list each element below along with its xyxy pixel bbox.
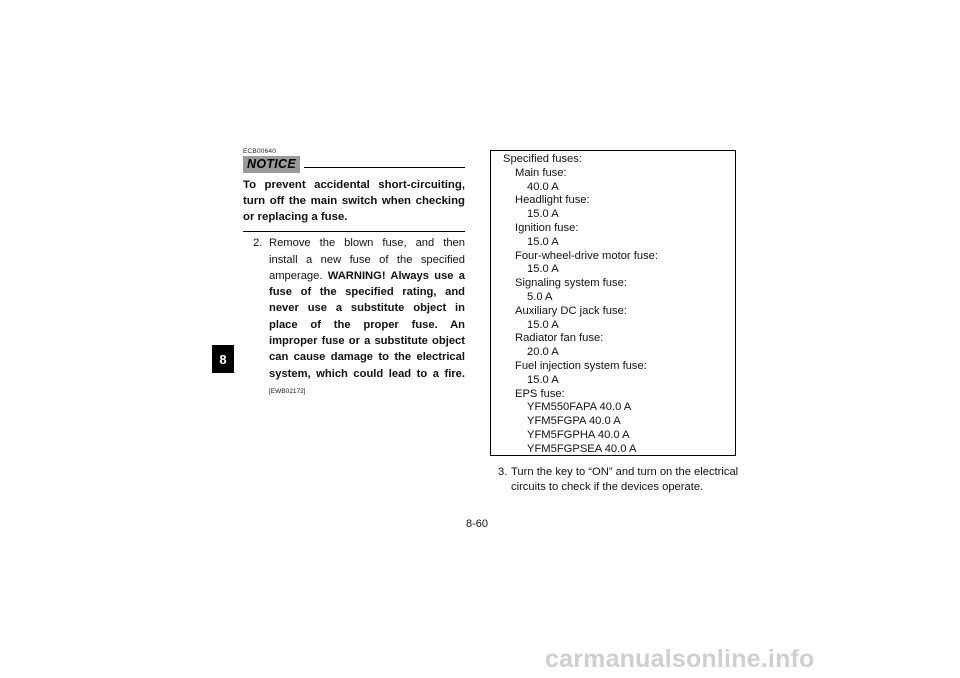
left-column bbox=[243, 148, 465, 400]
fuse-value: 20.0 A bbox=[527, 346, 559, 359]
fuse-name: Ignition fuse: bbox=[515, 221, 579, 234]
notice-badge: NOTICE bbox=[243, 156, 300, 173]
fuse-value: 40.0 A bbox=[527, 180, 559, 193]
page-number: 8-60 bbox=[466, 518, 489, 530]
fuse-value: 15.0 A bbox=[527, 208, 559, 221]
step-3-number: 3. bbox=[498, 466, 508, 478]
fuse-name: Fuel injection system fuse: bbox=[515, 359, 647, 372]
notice-header bbox=[243, 156, 465, 173]
fuse-name: Main fuse: bbox=[515, 166, 567, 179]
fuse-name: Four-wheel-drive motor fuse: bbox=[515, 249, 659, 262]
step-2-number: 2. bbox=[253, 237, 263, 250]
right-column bbox=[490, 150, 740, 494]
fuse-name: Radiator fan fuse: bbox=[515, 332, 604, 345]
fuse-value: 15.0 A bbox=[527, 235, 559, 248]
fuse-value: YFM5FGPSEA 40.0 A bbox=[527, 442, 637, 455]
fuse-value: 5.0 A bbox=[527, 290, 553, 303]
step-2-text: Remove the blown fuse, and then install a new fuse of the specified amperage. bbox=[269, 237, 465, 282]
fuse-value: 15.0 A bbox=[527, 373, 559, 386]
notice-divider bbox=[304, 167, 465, 168]
fuse-name: Headlight fuse: bbox=[515, 194, 590, 207]
fuse-value: YFM5FGPA 40.0 A bbox=[527, 415, 621, 428]
fuse-name: Auxiliary DC jack fuse: bbox=[515, 304, 627, 317]
fuse-name: EPS fuse: bbox=[515, 387, 565, 400]
notice-text: To prevent accidental short-circuiting, turn off the main switch when checking or replacing a fuse. bbox=[243, 179, 465, 223]
chapter-tab: 8 bbox=[212, 345, 234, 373]
fuse-name: Signaling system fuse: bbox=[515, 277, 627, 290]
fuse-value: YFM5FGPHA 40.0 A bbox=[527, 428, 630, 441]
step-2 bbox=[243, 235, 465, 400]
step-3 bbox=[490, 465, 741, 494]
fuses-title: Specified fuses: bbox=[503, 153, 582, 165]
fuse-value: YFM550FAPA 40.0 A bbox=[527, 401, 632, 414]
watermark: carmanualsonline.info bbox=[545, 645, 815, 673]
fuse-value: 15.0 A bbox=[527, 263, 559, 276]
step-2-warning-code: [EWB02172] bbox=[269, 387, 306, 395]
specified-fuses-box bbox=[490, 150, 736, 456]
notice-bottom-rule bbox=[243, 231, 465, 232]
notice-code: ECB00640 bbox=[243, 148, 277, 155]
fuse-value: 15.0 A bbox=[527, 318, 559, 331]
step-2-warning: WARNING! Always use a fuse of the specified rating, and never use a substitute object in place of the proper fuse. An improper fuse or a substitute object can cause damage to the electrical system, which could lead to a fire. bbox=[269, 269, 466, 380]
step-3-text: Turn the key to “ON” and turn on the electrical circuits to check if the devices operate. bbox=[511, 466, 739, 493]
